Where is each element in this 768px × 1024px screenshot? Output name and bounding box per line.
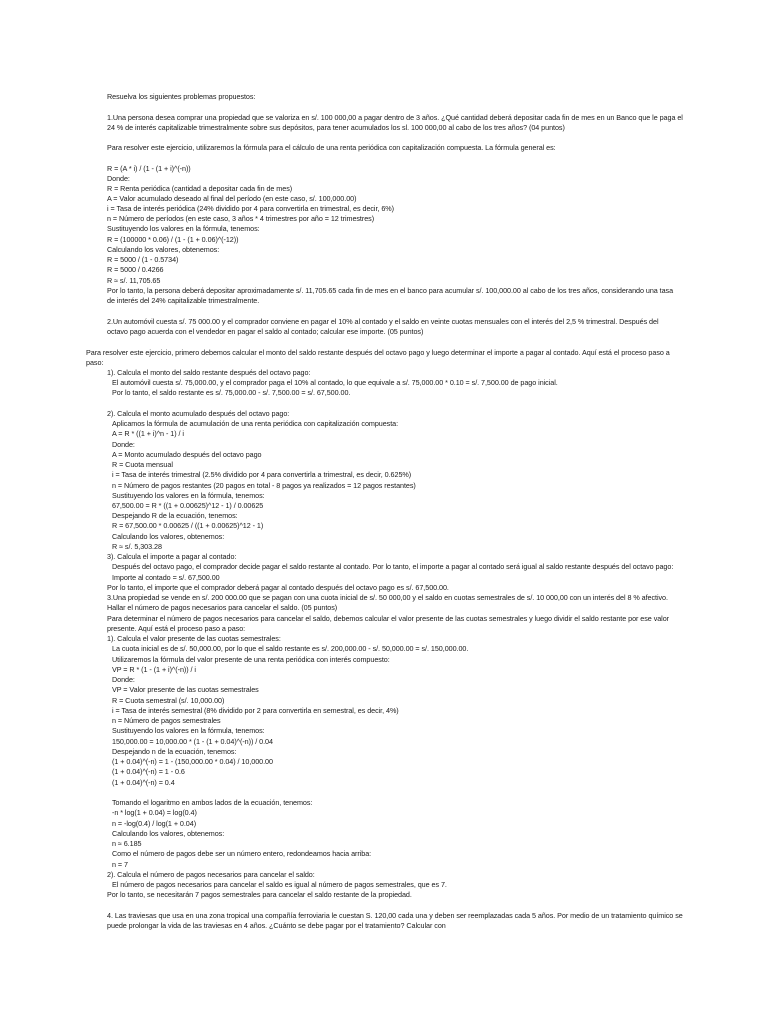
- text-line: La cuota inicial es de s/. 50,000.00, por lo que el saldo restante es s/. 200,000.00 - s/. 50,000.00 = s/. 150,000.00.: [112, 644, 469, 653]
- text-line: Aplicamos la fórmula de acumulación de una renta periódica con capitalización compuesta:: [112, 419, 399, 428]
- text-line: 3). Calcula el importe a pagar al contado:: [107, 552, 237, 561]
- text-line: Como el número de pagos debe ser un número entero, redondeamos hacia arriba:: [112, 849, 372, 858]
- text-line: Después del octavo pago, el comprador decide pagar el saldo restante al contado. Por lo tanto, el importe a pagar al contado será igual al saldo restante después del octavo pago:: [112, 562, 674, 571]
- text-line: R = 67,500.00 * 0.00625 / ((1 + 0.00625)^12 - 1): [112, 521, 264, 530]
- text-line: puede prolongar la vida de las traviesas en 4 años. ¿Cuánto se debe pagar por el tratamiento? Calcular con: [107, 921, 446, 930]
- text-line: Donde:: [112, 675, 135, 684]
- text-line: Importe al contado = s/. 67,500.00: [112, 573, 220, 582]
- text-line: Calculando los valores, obtenemos:: [112, 532, 225, 541]
- text-line: R = 5000 / 0.4266: [107, 265, 164, 274]
- text-line: i = Tasa de interés semestral (8% dividido por 2 para convertirla en semestral, es decir, 4%): [112, 706, 399, 715]
- text-line: R = Cuota mensual: [112, 460, 173, 469]
- text-line: 1). Calcula el monto del saldo restante después del octavo pago:: [107, 368, 311, 377]
- text-line: Sustituyendo los valores en la fórmula, tenemos:: [107, 224, 260, 233]
- text-line: Sustituyendo los valores en la fórmula, tenemos:: [112, 726, 265, 735]
- text-line: Donde:: [112, 440, 135, 449]
- text-line: 1). Calcula el valor presente de las cuotas semestrales:: [107, 634, 281, 643]
- text-line: n = -log(0.4) / log(1 + 0.04): [112, 819, 197, 828]
- text-line: n ≈ 6.185: [112, 839, 142, 848]
- text-line: Despejando n de la ecuación, tenemos:: [112, 747, 237, 756]
- text-line: El número de pagos necesarios para cancelar el saldo es igual al número de pagos semestrales, que es 7.: [112, 880, 447, 889]
- text-line: 67,500.00 = R * ((1 + 0.00625)^12 - 1) / 0.00625: [112, 501, 264, 510]
- text-line: (1 + 0.04)^(-n) = 1 - 0.6: [112, 767, 185, 776]
- text-line: i = Tasa de interés periódica (24% dividido por 4 para convertirla en trimestral, es decir, 6%): [107, 204, 394, 213]
- text-line: paso:: [86, 358, 104, 367]
- text-line: R ≈ s/. 5,303.28: [112, 542, 162, 551]
- text-line: Por lo tanto, la persona deberá depositar aproximadamente s/. 11,705.65 cada fin de mes en el banco para acumular s/. 100,000.00 al cabo de los tres años, considerando una tasa: [107, 286, 674, 295]
- text-line: Sustituyendo los valores en la fórmula, tenemos:: [112, 491, 265, 500]
- text-line: El automóvil cuesta s/. 75,000.00, y el comprador paga el 10% al contado, lo que equivale a s/. 75,000.00 * 0.10 = s/. 7,500.00 de pago inicial.: [112, 378, 558, 387]
- text-line: VP = R * (1 - (1 + i)^(-n)) / i: [112, 665, 196, 674]
- text-line: Para resolver este ejercicio, utilizaremos la fórmula para el cálculo de una renta periódica con capitalización compuesta. La fórmula general es:: [107, 143, 556, 152]
- text-line: octavo pago acuerda con el vendedor en pagar el saldo al contado; calcular ese importe. (05 puntos): [107, 327, 424, 336]
- text-line: i = Tasa de interés trimestral (2.5% dividido por 4 para convertirla a trimestral, es decir, 0.625%): [112, 470, 412, 479]
- text-line: 2.Un automóvil cuesta s/. 75 000.00 y el comprador conviene en pagar el 10% al contado y el saldo en veinte cuotas mensuales con el interés del 2,5 % trimestral. Después del: [107, 317, 659, 326]
- text-line: Despejando R de la ecuación, tenemos:: [112, 511, 238, 520]
- text-line: A = R * ((1 + i)^n - 1) / i: [112, 429, 184, 438]
- text-line: Calculando los valores, obtenemos:: [107, 245, 220, 254]
- text-line: Utilizaremos la fórmula del valor presente de una renta periódica con interés compuesto:: [112, 655, 390, 664]
- text-line: n = Número de períodos (en este caso, 3 años * 4 trimestres por año = 12 trimestres): [107, 214, 375, 223]
- text-line: Para determinar el número de pagos necesarios para cancelar el saldo, debemos calcular el valor presente de las cuotas semestrales y luego dividir el saldo restante por ese valor: [107, 614, 670, 623]
- text-line: Por lo tanto, el importe que el comprador deberá pagar al contado después del octavo pago es s/. 67,500.00.: [107, 583, 449, 592]
- text-line: 24 % de interés capitalizable trimestralmente sobre sus depósitos, para tener acumulados los sl. 100 000,00 al cabo de los tres años? (04 puntos): [107, 123, 565, 132]
- text-line: Por lo tanto, se necesitarán 7 pagos semestrales para cancelar el saldo restante de la propiedad.: [107, 890, 412, 899]
- text-line: 150,000.00 = 10,000.00 * (1 - (1 + 0.04)^(-n)) / 0.04: [112, 737, 273, 746]
- text-line: R = Renta periódica (cantidad a depositar cada fin de mes): [107, 184, 293, 193]
- text-line: Hallar el número de pagos necesarios para cancelar el saldo. (05 puntos): [107, 603, 338, 612]
- text-line: R = (100000 * 0.06) / (1 - (1 + 0.06)^(-12)): [107, 235, 239, 244]
- text-line: Por lo tanto, el saldo restante es s/. 75,000.00 - s/. 7,500.00 = s/. 67,500.00.: [112, 388, 351, 397]
- text-line: A = Valor acumulado deseado al final del período (en este caso, s/. 100,000.00): [107, 194, 357, 203]
- text-line: -n * log(1 + 0.04) = log(0.4): [112, 808, 197, 817]
- text-line: A = Monto acumulado después del octavo pago: [112, 450, 262, 459]
- text-line: n = 7: [112, 860, 128, 869]
- text-line: 4. Las traviesas que usa en una zona tropical una compañía ferroviaria le cuestan S. 120,00 cada una y deben ser reemplazadas cada 5 años. Por medio de un tratamiento químico se: [107, 911, 683, 920]
- text-line: VP = Valor presente de las cuotas semestrales: [112, 685, 259, 694]
- text-line: Resuelva los siguientes problemas propuestos:: [107, 92, 256, 101]
- text-line: R ≈ s/. 11,705.65: [107, 276, 161, 285]
- text-line: 2). Calcula el número de pagos necesarios para cancelar el saldo:: [107, 870, 315, 879]
- text-line: (1 + 0.04)^(-n) = 0.4: [112, 778, 175, 787]
- text-line: n = Número de pagos semestrales: [112, 716, 221, 725]
- text-line: (1 + 0.04)^(-n) = 1 - (150,000.00 * 0.04) / 10,000.00: [112, 757, 273, 766]
- text-line: Donde:: [107, 174, 130, 183]
- text-line: Para resolver este ejercicio, primero debemos calcular el monto del saldo restante después del octavo pago y luego determinar el importe a pagar al contado. Aquí está el proceso paso a: [86, 348, 670, 357]
- text-line: R = Cuota semestral (s/. 10,000.00): [112, 696, 225, 705]
- text-line: R = (A * i) / (1 - (1 + i)^(-n)): [107, 164, 191, 173]
- text-line: R = 5000 / (1 - 0.5734): [107, 255, 179, 264]
- text-line: 1.Una persona desea comprar una propiedad que se valoriza en s/. 100 000,00 a pagar dentro de 3 años. ¿Qué cantidad deberá depositar cada fin de mes en un Banco que le paga el: [107, 113, 683, 122]
- text-line: presente. Aquí está el proceso paso a paso:: [107, 624, 246, 633]
- text-line: 3.Una propiedad se vende en s/. 200 000.00 que se pagan con una cuota inicial de s/. 50 000,00 y el saldo en cuotas semestrales de s/. 10 000,00 con un interés del 8 % afectivo.: [107, 593, 668, 602]
- text-line: n = Número de pagos restantes (20 pagos en total - 8 pagos ya realizados = 12 pagos restantes): [112, 481, 416, 490]
- text-line: 2). Calcula el monto acumulado después del octavo pago:: [107, 409, 290, 418]
- text-line: de interés del 24% capitalizable trimestralmente.: [107, 296, 260, 305]
- text-line: Tomando el logaritmo en ambos lados de la ecuación, tenemos:: [112, 798, 313, 807]
- text-line: Calculando los valores, obtenemos:: [112, 829, 225, 838]
